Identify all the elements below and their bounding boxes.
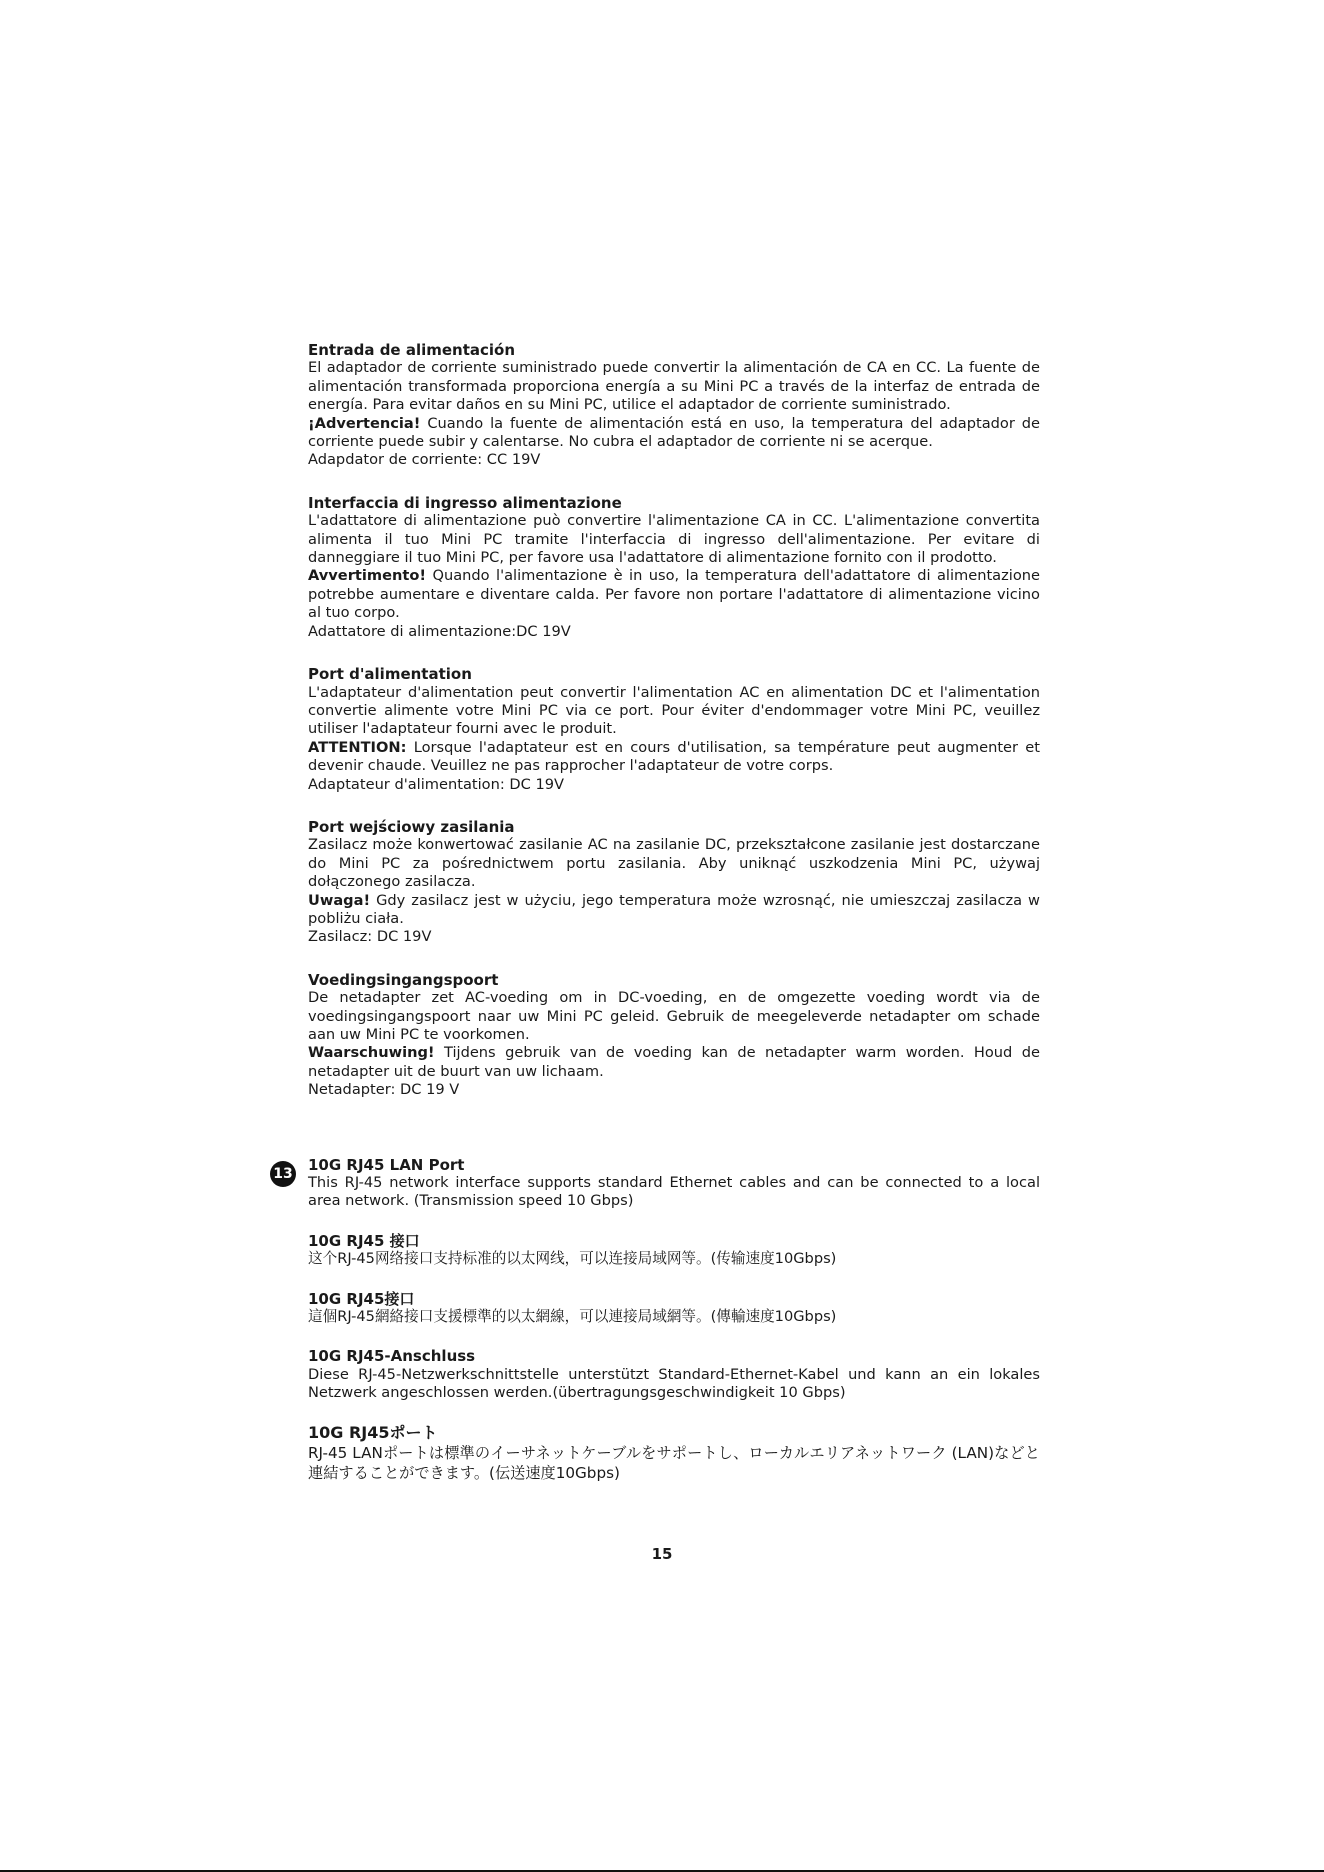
warning-text: Cuando la fuente de alimentación está en uso, la temperatura del adaptador de corriente puede subir y calentarse. No cubra el adaptador de corriente ni se acerque.	[308, 414, 1040, 451]
section-it	[308, 494, 1040, 641]
section-spec: Adaptateur d'alimentation: DC 19V	[308, 775, 565, 793]
lan-body: 這個RJ-45網絡接口支援標準的以太網線，可以連接局域網等。(傳輸速度10Gbps)	[308, 1308, 837, 1326]
section-body: Zasilacz może konwertować zasilanie AC na zasilanie DC, przekształcone zasilanie jest dostarczane do Mini PC za pośrednictwem portu zasilania. Aby uniknąć uszkodzenia Mini PC, używaj dołączonego zasilacza.	[308, 836, 1040, 891]
document-page	[308, 341, 1040, 1483]
lan-en	[308, 1156, 1040, 1211]
section-title: Port wejściowy zasilania	[308, 817, 515, 836]
section-warning	[308, 1044, 1040, 1081]
section-pl	[308, 818, 1040, 947]
lan-title: 10G RJ45 LAN Port	[308, 1155, 465, 1174]
lan-body: RJ-45 LANポートは標準のイーサネットケーブルをサポートし、ローカルエリアネットワーク (LAN)などと連結することができます。(伝送速度10Gbps)	[308, 1443, 1040, 1482]
warning-text: Gdy zasilacz jest w użyciu, jego temperatura może wzrosnąć, nie umieszczaj zasilacza w pobliżu ciała.	[308, 891, 1040, 927]
section-spec: Netadapter: DC 19 V	[308, 1081, 460, 1099]
lan-de	[308, 1347, 1040, 1402]
warning-label: ATTENTION:	[308, 738, 407, 756]
page-number: 15	[651, 1545, 673, 1563]
lan-body: This RJ-45 network interface supports standard Ethernet cables and can be connected to a local area network. (Transmission speed 10 Gbps)	[308, 1174, 1040, 1210]
warning-label: ¡Advertencia!	[308, 414, 421, 432]
section-warning	[308, 892, 1040, 929]
section-body: L'adattatore di alimentazione può convertire l'alimentazione CA in CC. L'alimentazione convertita alimenta il tuo Mini PC tramite l'interfaccia di ingresso dell'alimentazione. Per evitare di danneggiare il tuo Mini PC, per favore usa l'adattatore di alimentazione fornito con il prodotto.	[308, 512, 1040, 567]
lan-title: 10G RJ45-Anschluss	[308, 1347, 476, 1366]
section-nl	[308, 971, 1040, 1100]
warning-label: Uwaga!	[308, 891, 371, 909]
section-title: Voedingsingangspoort	[308, 970, 499, 989]
warning-label: Waarschuwing!	[308, 1044, 435, 1062]
warning-text: Quando l'alimentazione è in uso, la temperatura dell'adattatore di alimentazione potrebbe aumentare e diventare calda. Per favore non portare l'adattatore di alimentazione vicino al tuo corpo.	[308, 567, 1040, 622]
lan-title: 10G RJ45ポート	[308, 1422, 438, 1442]
lan-title: 10G RJ45 接口	[308, 1231, 420, 1250]
item-number-badge: 13	[270, 1161, 296, 1187]
lan-zh-cn	[308, 1232, 1040, 1269]
section-spec: Adapdator de corriente: CC 19V	[308, 451, 541, 469]
warning-text: Tijdens gebruik van de voeding kan de netadapter warm worden. Houd de netadapter uit de buurt van uw lichaam.	[308, 1044, 1040, 1080]
section-body: L'adaptateur d'alimentation peut convertir l'alimentation AC en alimentation DC et l'alimentation convertie alimente votre Mini PC via ce port. Pour éviter d'endommager votre Mini PC, veuillez utiliser l'adaptateur fourni avec le produit.	[308, 683, 1040, 738]
section-fr	[308, 665, 1040, 794]
warning-label: Avvertimento!	[308, 567, 427, 585]
section-title: Entrada de alimentación	[308, 341, 516, 359]
section-warning	[308, 739, 1040, 776]
warning-text: Lorsque l'adaptateur est en cours d'utilisation, sa température peut augmenter et devenir chaude. Veuillez ne pas rapprocher l'adaptateur de votre corps.	[308, 738, 1040, 775]
lan-ja	[308, 1423, 1040, 1483]
lan-body: 这个RJ-45网络接口支持标准的以太网线，可以连接局域网等。(传输速度10Gbps)	[308, 1250, 837, 1268]
section-warning	[308, 415, 1040, 452]
section-spec: Zasilacz: DC 19V	[308, 928, 432, 946]
lan-zh-tw	[308, 1290, 1040, 1327]
lan-title: 10G RJ45接口	[308, 1289, 415, 1308]
section-es	[308, 341, 1040, 470]
section-title: Port d'alimentation	[308, 665, 472, 684]
section-spec: Adattatore di alimentazione:DC 19V	[308, 622, 571, 640]
lan-body: Diese RJ-45-Netzwerkschnittstelle unterstützt Standard-Ethernet-Kabel und kann an ein lokales Netzwerk angeschlossen werden.(übertragungsgeschwindigkeit 10 Gbps)	[308, 1365, 1040, 1402]
section-body: El adaptador de corriente suministrado puede convertir la alimentación de CA en CC. La fuente de alimentación transformada proporciona energía a su Mini PC a través de la interfaz de entrada de energía. Para evitar daños en su Mini PC, utilice el adaptador de corriente suministrado.	[308, 359, 1040, 414]
section-body: De netadapter zet AC-voeding om in DC-voeding, en de omgezette voeding wordt via de voedingsingangspoort naar uw Mini PC geleid. Gebruik de meegeleverde netadapter om schade aan uw Mini PC te voorkomen.	[308, 989, 1040, 1043]
section-title: Interfaccia di ingresso alimentazione	[308, 493, 622, 512]
section-warning	[308, 567, 1040, 622]
